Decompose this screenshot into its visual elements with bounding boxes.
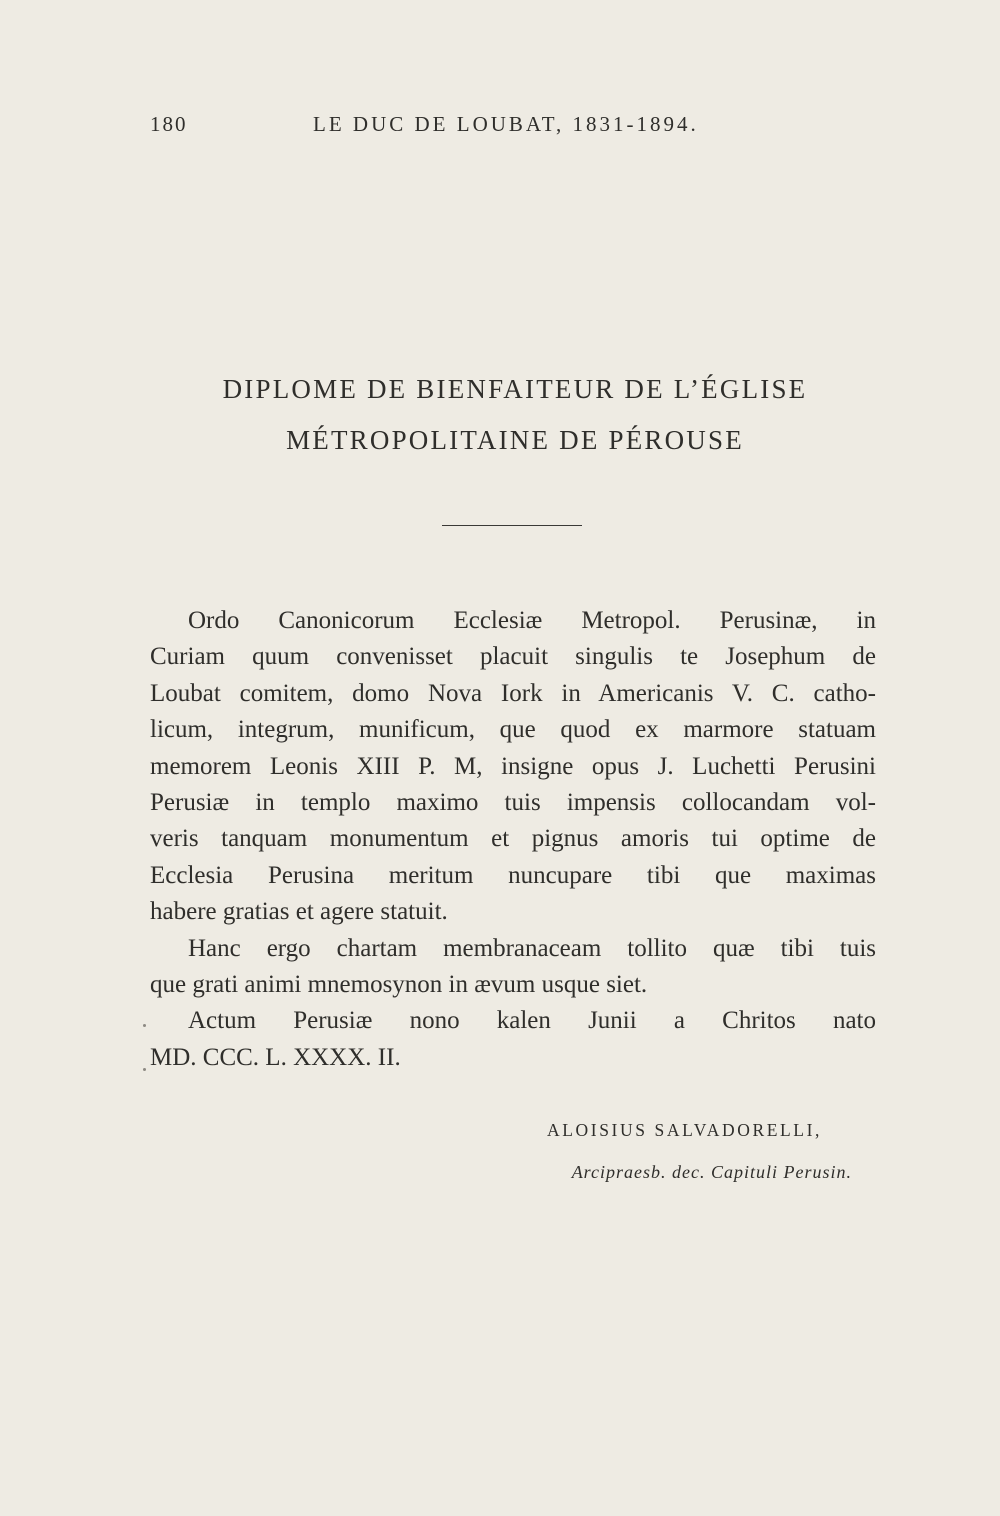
body-line: que grati animi mnemosynon in ævum usque siet. xyxy=(150,970,648,998)
diploma-heading-line-2: MÉTROPOLITAINE DE PÉROUSE xyxy=(286,425,744,455)
body-line: memorem Leonis XIII P. M, insigne opus J. Luchetti Perusini xyxy=(150,752,876,780)
signatory-title: Arcipraesb. dec. Capituli Perusin. xyxy=(571,1162,852,1182)
body-line: Ecclesia Perusina meritum nuncupare tibi que maximas xyxy=(150,861,876,889)
paper-speck xyxy=(143,1068,146,1071)
body-line: Curiam quum convenisset placuit singulis te Josephum de xyxy=(150,643,876,671)
paper-speck xyxy=(143,1024,146,1027)
body-line: licum, integrum, munificum, que quod ex marmore statuam xyxy=(150,716,876,744)
section-divider-rule xyxy=(442,525,582,526)
page-number: 180 xyxy=(150,112,188,136)
body-line: Loubat comitem, domo Nova Iork in Americanis V. C. catho- xyxy=(150,679,876,707)
diploma-body-text xyxy=(150,603,876,1076)
body-line: Hanc ergo chartam membranaceam tollito quæ tibi tuis xyxy=(188,934,876,962)
body-line: Ordo Canonicorum Ecclesiæ Metropol. Perusinæ, in xyxy=(188,607,876,634)
body-line: veris tanquam monumentum et pignus amoris tui optime de xyxy=(150,825,876,853)
body-line: habere gratias et agere statuit. xyxy=(150,898,448,926)
body-line: Actum Perusiæ nono kalen Junii a Chritos nato xyxy=(188,1007,876,1035)
body-line: Perusiæ in templo maximo tuis impensis collocandam vol- xyxy=(150,788,876,816)
body-line: MD. CCC. L. XXXX. II. xyxy=(150,1043,401,1071)
diploma-heading-line-1: DIPLOME DE BIENFAITEUR DE L’ÉGLISE xyxy=(222,374,808,404)
running-title: LE DUC DE LOUBAT, 1831-1894. xyxy=(313,112,699,136)
running-head xyxy=(0,112,1000,142)
signatory-name: ALOISIUS SALVADORELLI, xyxy=(547,1120,822,1140)
